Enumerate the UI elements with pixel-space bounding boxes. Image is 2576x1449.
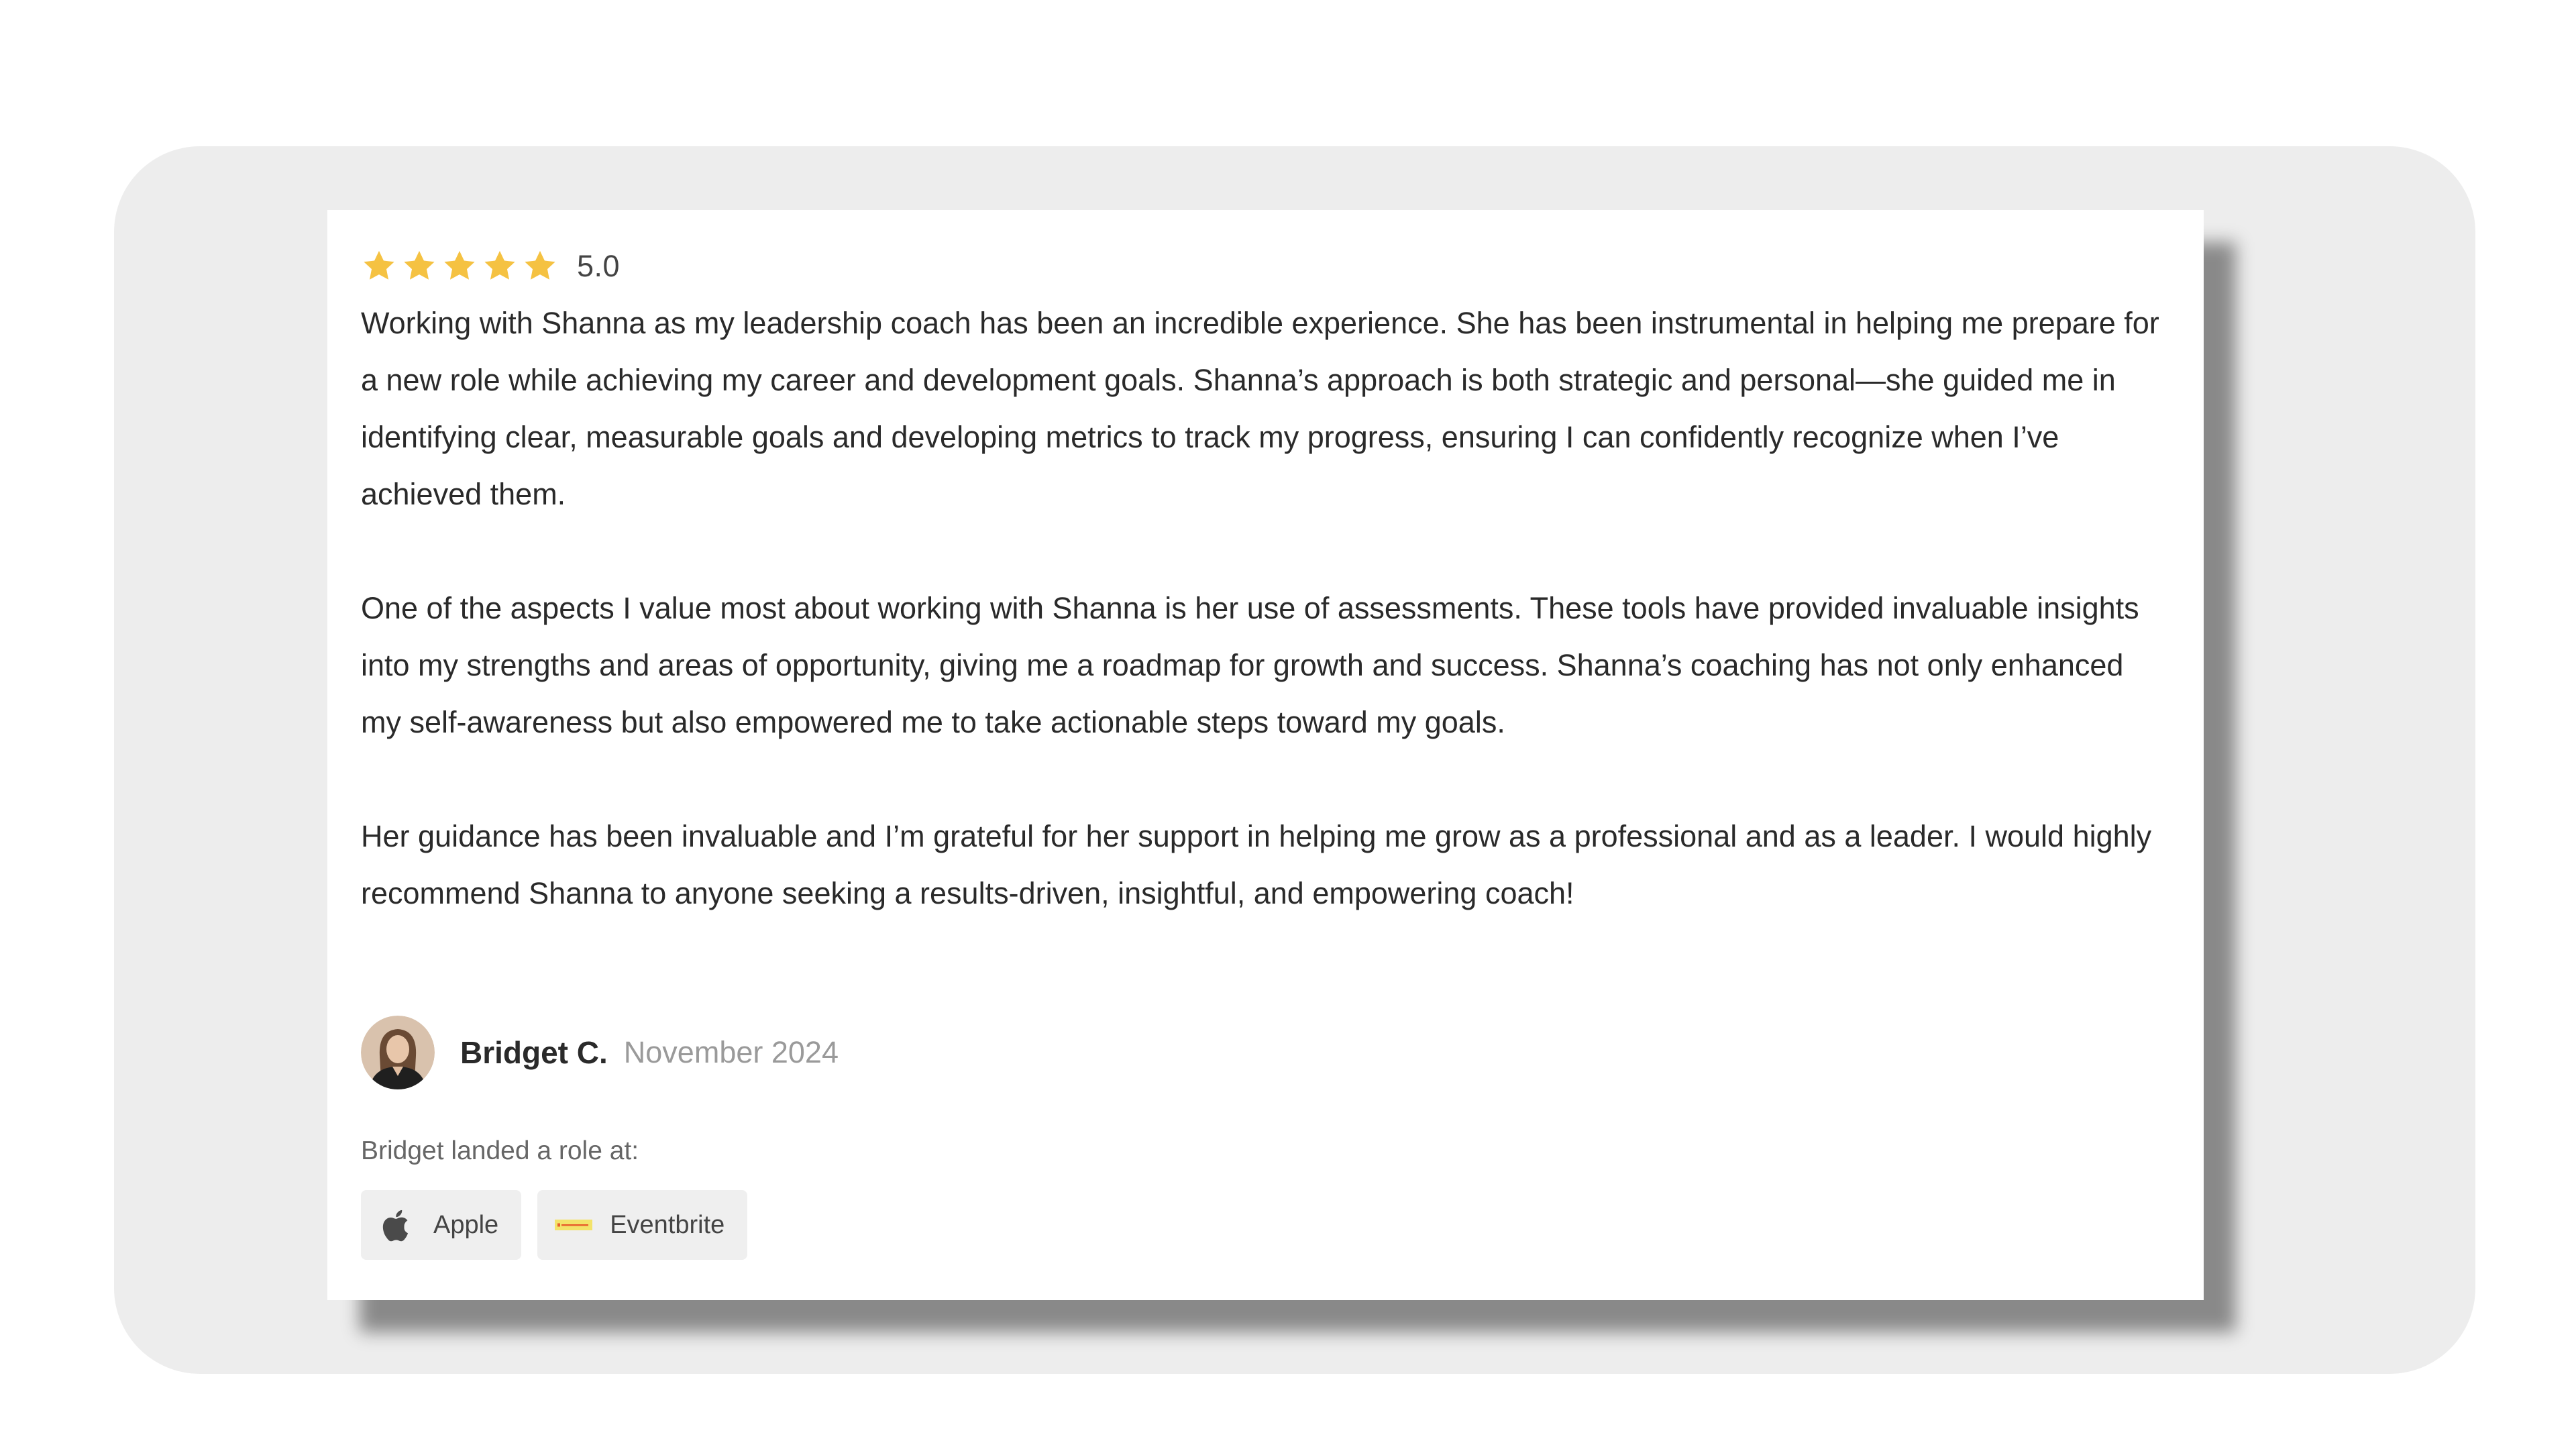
landed-role-label: Bridget landed a role at: <box>361 1136 639 1165</box>
eventbrite-logo-icon <box>555 1206 592 1244</box>
avatar <box>361 1016 435 1089</box>
star-icon <box>522 248 558 284</box>
author-row <box>361 1016 2170 1089</box>
company-label: Apple <box>433 1210 499 1239</box>
review-paragraph: Working with Shanna as my leadership coach has been an incredible experience. She has been instrumental in helping me prepare for a new role while achieving my career and development goals. Shanna’s approach is both strategic and personal—she guided me in identifying clear, measurable goals and developing metrics to track my progress, ensuring I can confidently recognize when I’ve achieved them. <box>361 306 2159 511</box>
company-label: Eventbrite <box>610 1210 725 1239</box>
rating-value: 5.0 <box>577 249 621 283</box>
review-date: November 2024 <box>623 1035 839 1069</box>
company-chip-apple[interactable] <box>361 1190 521 1260</box>
review-card <box>327 210 2204 1300</box>
review-paragraph: Her guidance has been invaluable and I’m grateful for her support in helping me grow as a professional and as a leader. I would highly recommend Shanna to anyone seeking a results-driven, insightful, and empowering coach! <box>361 819 2152 910</box>
company-list <box>361 1190 2170 1260</box>
star-icon <box>482 248 518 284</box>
review-paragraph: One of the aspects I value most about working with Shanna is her use of assessments. These tools have provided invaluable insights into my strengths and areas of opportunity, giving me a roadmap for growth and success. Shanna’s coaching has not only enhanced my self-awareness but also empowered me to take actionable steps toward my goals. <box>361 591 2139 739</box>
company-chip-eventbrite[interactable] <box>537 1190 747 1260</box>
star-icon <box>441 248 478 284</box>
apple-logo-icon <box>378 1206 416 1244</box>
star-icon <box>401 248 437 284</box>
star-rating <box>361 248 558 284</box>
author-name: Bridget C. <box>460 1035 608 1070</box>
rating-row <box>361 245 2170 288</box>
star-icon <box>361 248 397 284</box>
review-text <box>361 294 2170 922</box>
